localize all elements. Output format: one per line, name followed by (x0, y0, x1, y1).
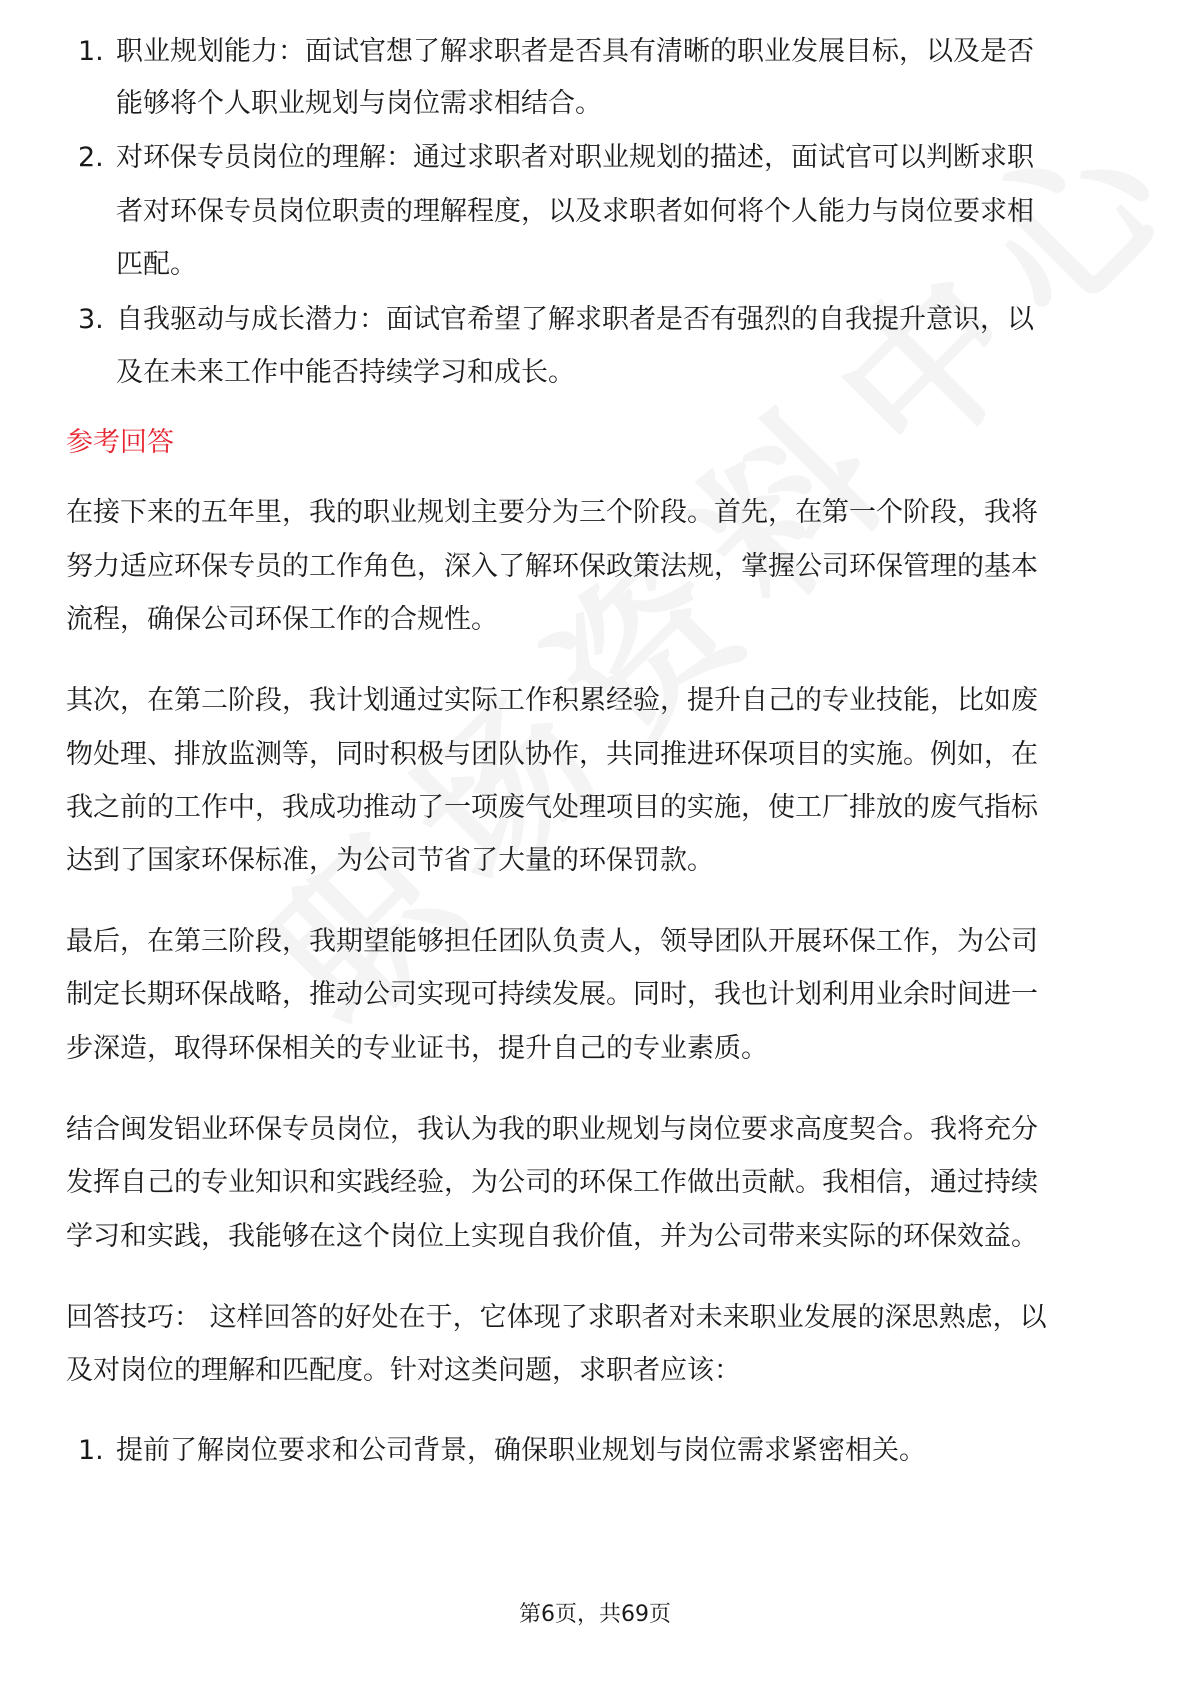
list-item-line: 及在未来工作中能否持续学习和成长。 (116, 357, 575, 388)
list-item-number: 1. (78, 1435, 104, 1466)
list-item-line: 能够将个人职业规划与岗位需求相结合。 (116, 88, 602, 119)
list-item-line: 职业规划能力：面试官想了解求职者是否具有清晰的职业发展目标，以及是否 (116, 36, 1034, 67)
paragraph-line: 物处理、排放监测等，同时积极与团队协作，共同推进环保项目的实施。例如，在 (66, 739, 1038, 770)
list-item-number: 2. (78, 142, 104, 173)
paragraph-line: 步深造，取得环保相关的专业证书，提升自己的专业素质。 (66, 1033, 768, 1064)
paragraph-line: 及对岗位的理解和匹配度。针对这类问题，求职者应该： (66, 1355, 741, 1386)
section-heading: 参考回答 (66, 427, 174, 458)
list-item-line: 对环保专员岗位的理解：通过求职者对职业规划的描述，面试官可以判断求职 (116, 142, 1034, 173)
paragraph-line: 其次，在第二阶段，我计划通过实际工作积累经验，提升自己的专业技能，比如废 (66, 685, 1038, 716)
paragraph-line: 最后，在第三阶段，我期望能够担任团队负责人，领导团队开展环保工作，为公司 (66, 926, 1038, 957)
list-item-line: 自我驱动与成长潜力：面试官希望了解求职者是否有强烈的自我提升意识，以 (116, 304, 1034, 335)
list-item-number: 1. (78, 36, 104, 67)
page-footer: 第6页，共69页 (519, 1602, 671, 1627)
paragraph-line: 制定长期环保战略，推动公司实现可持续发展。同时，我也计划利用业余时间进一 (66, 979, 1038, 1010)
paragraph-line: 回答技巧： 这样回答的好处在于，它体现了求职者对未来职业发展的深思熟虑，以 (66, 1302, 1047, 1333)
paragraph-line: 结合闽发铝业环保专员岗位，我认为我的职业规划与岗位要求高度契合。我将充分 (66, 1114, 1038, 1145)
paragraph-line: 在接下来的五年里，我的职业规划主要分为三个阶段。首先，在第一个阶段，我将 (66, 497, 1038, 528)
list-item-line: 匹配。 (116, 249, 197, 280)
paragraph-line: 发挥自己的专业知识和实践经验，为公司的环保工作做出贡献。我相信，通过持续 (66, 1167, 1038, 1198)
paragraph-line: 努力适应环保专员的工作角色，深入了解环保政策法规，掌握公司环保管理的基本 (66, 551, 1038, 582)
list-item-line: 提前了解岗位要求和公司背景，确保职业规划与岗位需求紧密相关。 (116, 1435, 926, 1466)
paragraph-line: 学习和实践，我能够在这个岗位上实现自我价值，并为公司带来实际的环保效益。 (66, 1221, 1038, 1252)
paragraph-line: 达到了国家环保标准，为公司节省了大量的环保罚款。 (66, 845, 714, 876)
paragraph-line: 流程，确保公司环保工作的合规性。 (66, 604, 498, 635)
paragraph-line: 我之前的工作中，我成功推动了一项废气处理项目的实施，使工厂排放的废气指标 (66, 792, 1038, 823)
list-item-number: 3. (78, 304, 104, 335)
list-item-line: 者对环保专员岗位职责的理解程度，以及求职者如何将个人能力与岗位要求相 (116, 196, 1034, 227)
